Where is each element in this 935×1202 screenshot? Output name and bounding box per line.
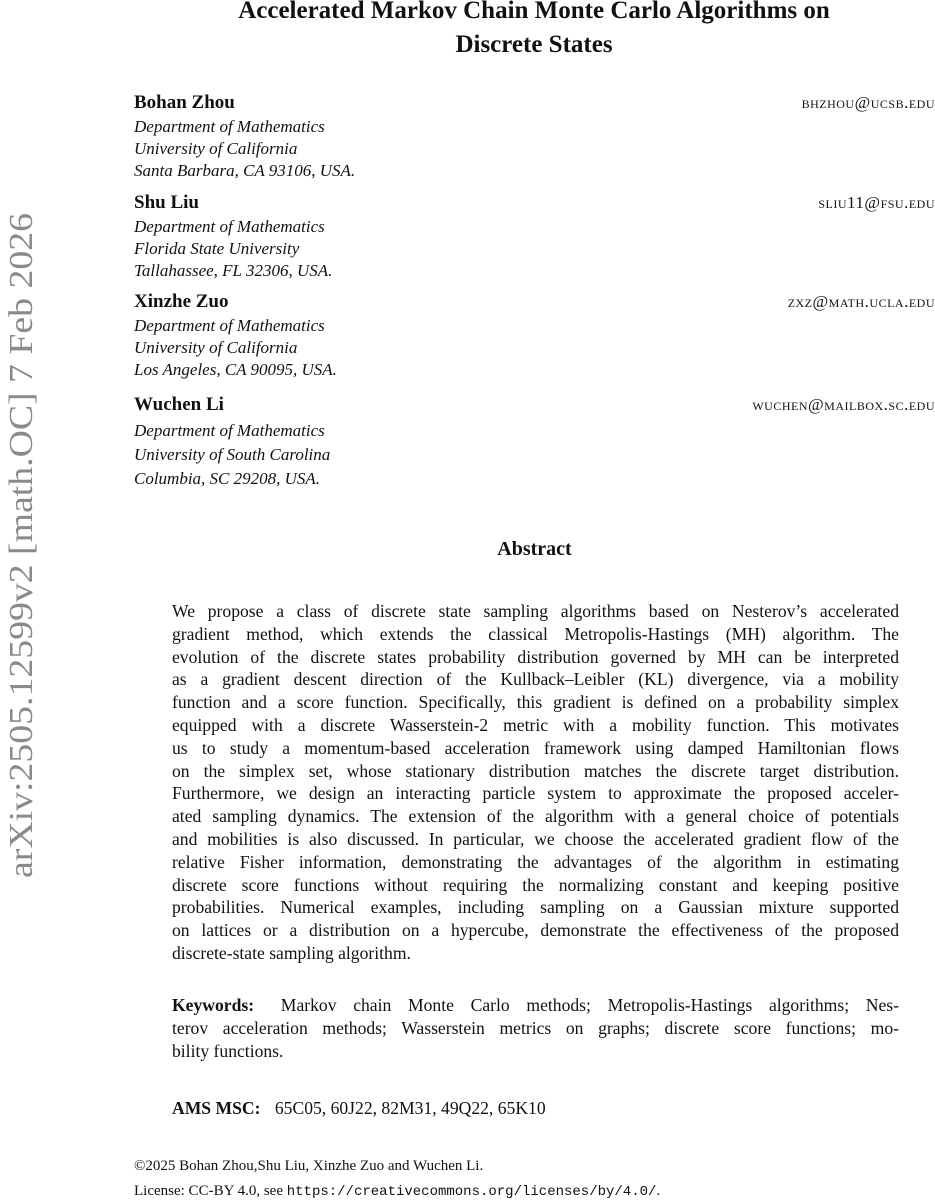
author-department: Department of Mathematics <box>134 217 325 236</box>
paper-title <box>134 0 934 62</box>
author-block-3 <box>134 289 935 381</box>
author-name: Wuchen Li <box>134 394 224 415</box>
author-institution: University of South Carolina <box>134 445 331 464</box>
author-address: Los Angeles, CA 90095, USA. <box>134 360 337 379</box>
author-department: Department of Mathematics <box>134 316 325 335</box>
author-department: Department of Mathematics <box>134 421 325 440</box>
abstract-line: function and a score function. Specifically, this gradient is defined on a probability simplex <box>172 692 899 713</box>
abstract-line: relative Fisher information, demonstrating the advantages of the algorithm in estimating <box>172 851 899 872</box>
author-name: Xinzhe Zuo <box>134 291 229 312</box>
ams-msc-section <box>172 1097 899 1119</box>
keywords-line: terov acceleration methods; Wasserstein metrics on graphs; discrete score functions; mo- <box>172 1017 899 1038</box>
author-block-2 <box>134 190 935 282</box>
author-email[interactable]: sliu11@fsu.edu <box>818 193 935 212</box>
abstract-heading: Abstract <box>497 538 572 560</box>
abstract-line: Furthermore, we design an interacting particle system to approximate the proposed acceler- <box>172 783 899 804</box>
abstract-line: us to study a momentum-based acceleration framework using damped Hamiltonian flows <box>172 737 899 758</box>
keywords-line <box>172 994 899 1017</box>
author-name: Shu Liu <box>134 192 199 213</box>
keywords-section <box>172 994 899 1062</box>
author-address: Columbia, SC 29208, USA. <box>134 469 321 488</box>
license-notice <box>134 1181 914 1202</box>
abstract-line: equipped with a discrete Wasserstein-2 metric with a mobility function. This motivates <box>172 714 899 735</box>
abstract-line: discrete score functions without requiring the normalizing constant and keeping positive <box>172 874 899 895</box>
keywords-label: Keywords: <box>172 995 255 1015</box>
abstract-line: evolution of the discrete states probability distribution governed by MH can be interpreted <box>172 646 899 667</box>
abstract-line: We propose a class of discrete state sampling algorithms based on Nesterov’s accelerated <box>172 601 899 621</box>
arxiv-identifier: arXiv:2505.12599v2 [math.OC] 7 Feb 2026 <box>3 279 40 878</box>
abstract-body <box>172 600 899 965</box>
arxiv-stamp <box>2 210 42 880</box>
author-block-4 <box>134 392 935 490</box>
abstract-line: probabilities. Numerical examples, including sampling on a Gaussian mixture supported <box>172 897 899 918</box>
author-address: Santa Barbara, CA 93106, USA. <box>134 161 356 180</box>
author-institution: University of California <box>134 338 298 357</box>
author-name: Bohan Zhou <box>134 92 235 113</box>
license-suffix: . <box>656 1183 661 1199</box>
paper-title-line-2: Discrete States <box>455 31 613 58</box>
keywords-line: bility functions. <box>172 1040 284 1061</box>
abstract-line: on lattices or a distribution on a hypercube, demonstrate the effectiveness of the proposed <box>172 920 899 941</box>
abstract-line: ated sampling dynamics. The extension of the algorithm with a general choice of potentials <box>172 806 899 827</box>
abstract-line: discrete-state sampling algorithm. <box>172 942 411 963</box>
paper-title-line-1: Accelerated Markov Chain Monte Carlo Algorithms on <box>238 0 830 24</box>
author-address: Tallahassee, FL 32306, USA. <box>134 261 333 280</box>
author-department: Department of Mathematics <box>134 117 325 136</box>
ams-msc-codes: 65C05, 60J22, 82M31, 49Q22, 65K10 <box>274 1098 546 1118</box>
author-institution: University of California <box>134 139 298 158</box>
keywords-text: Markov chain Monte Carlo methods; Metropolis-Hastings algorithms; Nes- <box>280 995 899 1015</box>
author-email[interactable]: wuchen@mailbox.sc.edu <box>752 395 935 414</box>
author-institution: Florida State University <box>134 239 300 258</box>
abstract-line: gradient method, which extends the classical Metropolis-Hastings (MH) algorithm. The <box>172 623 899 644</box>
author-email[interactable]: zxz@math.ucla.edu <box>787 292 935 311</box>
author-block-1 <box>134 90 935 182</box>
abstract-line: as a gradient descent direction of the Kullback–Leibler (KL) divergence, via a mobility <box>172 669 899 690</box>
abstract-line: on the simplex set, whose stationary distribution matches the discrete target distribution. <box>172 760 899 781</box>
ams-msc-label: AMS MSC: <box>172 1098 261 1118</box>
license-link[interactable]: https://creativecommons.org/licenses/by/4.0/ <box>286 1184 657 1200</box>
abstract-line: and mobilities is also discussed. In particular, we choose the accelerated gradient flow of the <box>172 828 899 849</box>
license-prefix: License: CC-BY 4.0, see <box>134 1183 287 1199</box>
copyright-notice: ©2025 Bohan Zhou,Shu Liu, Xinzhe Zuo and Wuchen Li. <box>134 1158 484 1174</box>
author-email[interactable]: bhzhou@ucsb.edu <box>801 93 935 112</box>
